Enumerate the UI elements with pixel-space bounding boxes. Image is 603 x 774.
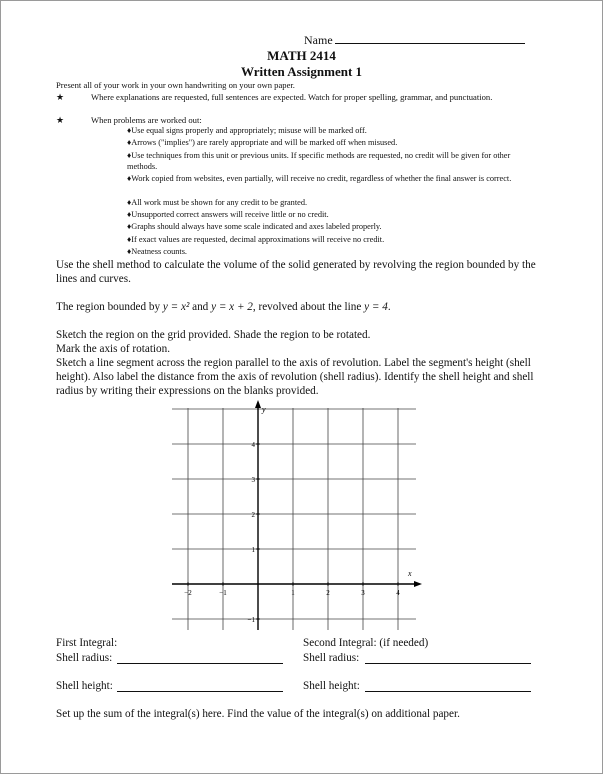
task-axis: Mark the axis of rotation.: [56, 343, 171, 355]
footer-instructions: Set up the sum of the integral(s) here. Find the value of the integral(s) on additional paper.: [56, 708, 460, 720]
shell-radius-blank-2[interactable]: [365, 662, 531, 664]
y-axis-label: y: [262, 405, 266, 414]
rule-item: ♦Arrows ("implies") are rarely appropriate and will be marked off when misused.: [127, 138, 398, 147]
shell-height-blank-2[interactable]: [365, 690, 531, 692]
x-tick-label: −1: [219, 589, 227, 597]
rule-item: ♦Graphs should always have some scale indicated and axes labeled properly.: [127, 222, 382, 231]
star-icon: ★: [56, 92, 65, 102]
rule-item: ♦All work must be shown for any credit to be granted.: [127, 198, 308, 207]
name-label: Name: [304, 33, 333, 47]
task-segment: Sketch a line segment across the region parallel to the axis of revolution. Label the segment's height (shell height). Also label the distance from the axis of revolution (shell radius). Identify the shell height and shell radius by writing their expressions on the blanks provided.: [56, 357, 534, 397]
region-and: and: [189, 301, 212, 313]
x-tick-label: −2: [184, 589, 192, 597]
assignment-title: Written Assignment 1: [240, 64, 363, 79]
course-title: MATH 2414: [267, 48, 336, 63]
first-integral-label: First Integral:: [56, 637, 118, 649]
y-tick-label: 3: [251, 476, 255, 484]
instruction-item: Where explanations are requested, full sentences are expected. Watch for proper spelling, grammar, and punctuation.: [91, 92, 493, 102]
task-sketch: Sketch the region on the grid provided. Shade the region to be rotated.: [56, 329, 371, 341]
y-axis-arrow: [255, 400, 261, 408]
rule-item: ♦Neatness counts.: [127, 247, 187, 256]
x-axis-arrow: [414, 581, 422, 587]
y-tick-label: 2: [251, 511, 255, 519]
shell-radius-blank[interactable]: [117, 662, 283, 664]
star-icon: ★: [56, 115, 65, 125]
region-end: .: [387, 301, 391, 313]
x-tick-label: 1: [291, 589, 295, 597]
x-tick-label: 4: [396, 589, 400, 597]
instructions-intro: Present all of your work in your own handwriting on your own paper.: [56, 80, 295, 90]
x-tick-label: 2: [326, 589, 330, 597]
y-tick-label: −1: [247, 616, 255, 624]
problem-prompt: Use the shell method to calculate the volume of the solid generated by revolving the region bounded by the lines and curves.: [56, 259, 536, 285]
shell-height-label-2: Shell height:: [303, 680, 360, 692]
y-tick-label: 4: [251, 441, 255, 449]
instruction-item: When problems are worked out:: [91, 115, 202, 125]
axis-of-rotation: y = 4: [364, 301, 388, 313]
shell-radius-label: Shell radius:: [56, 652, 113, 664]
rule-item: ♦Unsupported correct answers will receive little or no credit.: [127, 210, 329, 219]
rule-item-text: ♦Work copied from websites, even partially, will receive no credit, regardless of whether the final answer is correct.: [127, 174, 512, 183]
rule-item: ♦Use equal signs properly and appropriately; misuse will be marked off.: [127, 126, 367, 135]
region-mid: , revolved about the line: [252, 301, 365, 313]
region-lead: The region bounded by: [56, 301, 163, 313]
curve-2: y = x + 2: [211, 301, 253, 313]
second-integral-label: Second Integral: (if needed): [303, 637, 429, 649]
rule-item: ♦If exact values are requested, decimal approximations will receive no credit.: [127, 235, 385, 244]
shell-height-label: Shell height:: [56, 680, 113, 692]
y-tick-label: 1: [251, 546, 255, 554]
rule-item-text: ♦Use techniques from this unit or previous units. If specific methods are requested, no credit will be given for other methods.: [127, 151, 511, 171]
shell-height-blank[interactable]: [117, 690, 283, 692]
x-axis-label: x: [408, 569, 412, 578]
x-tick-label: 3: [361, 589, 365, 597]
curve-1: y = x²: [162, 301, 190, 313]
shell-radius-label-2: Shell radius:: [303, 652, 360, 664]
